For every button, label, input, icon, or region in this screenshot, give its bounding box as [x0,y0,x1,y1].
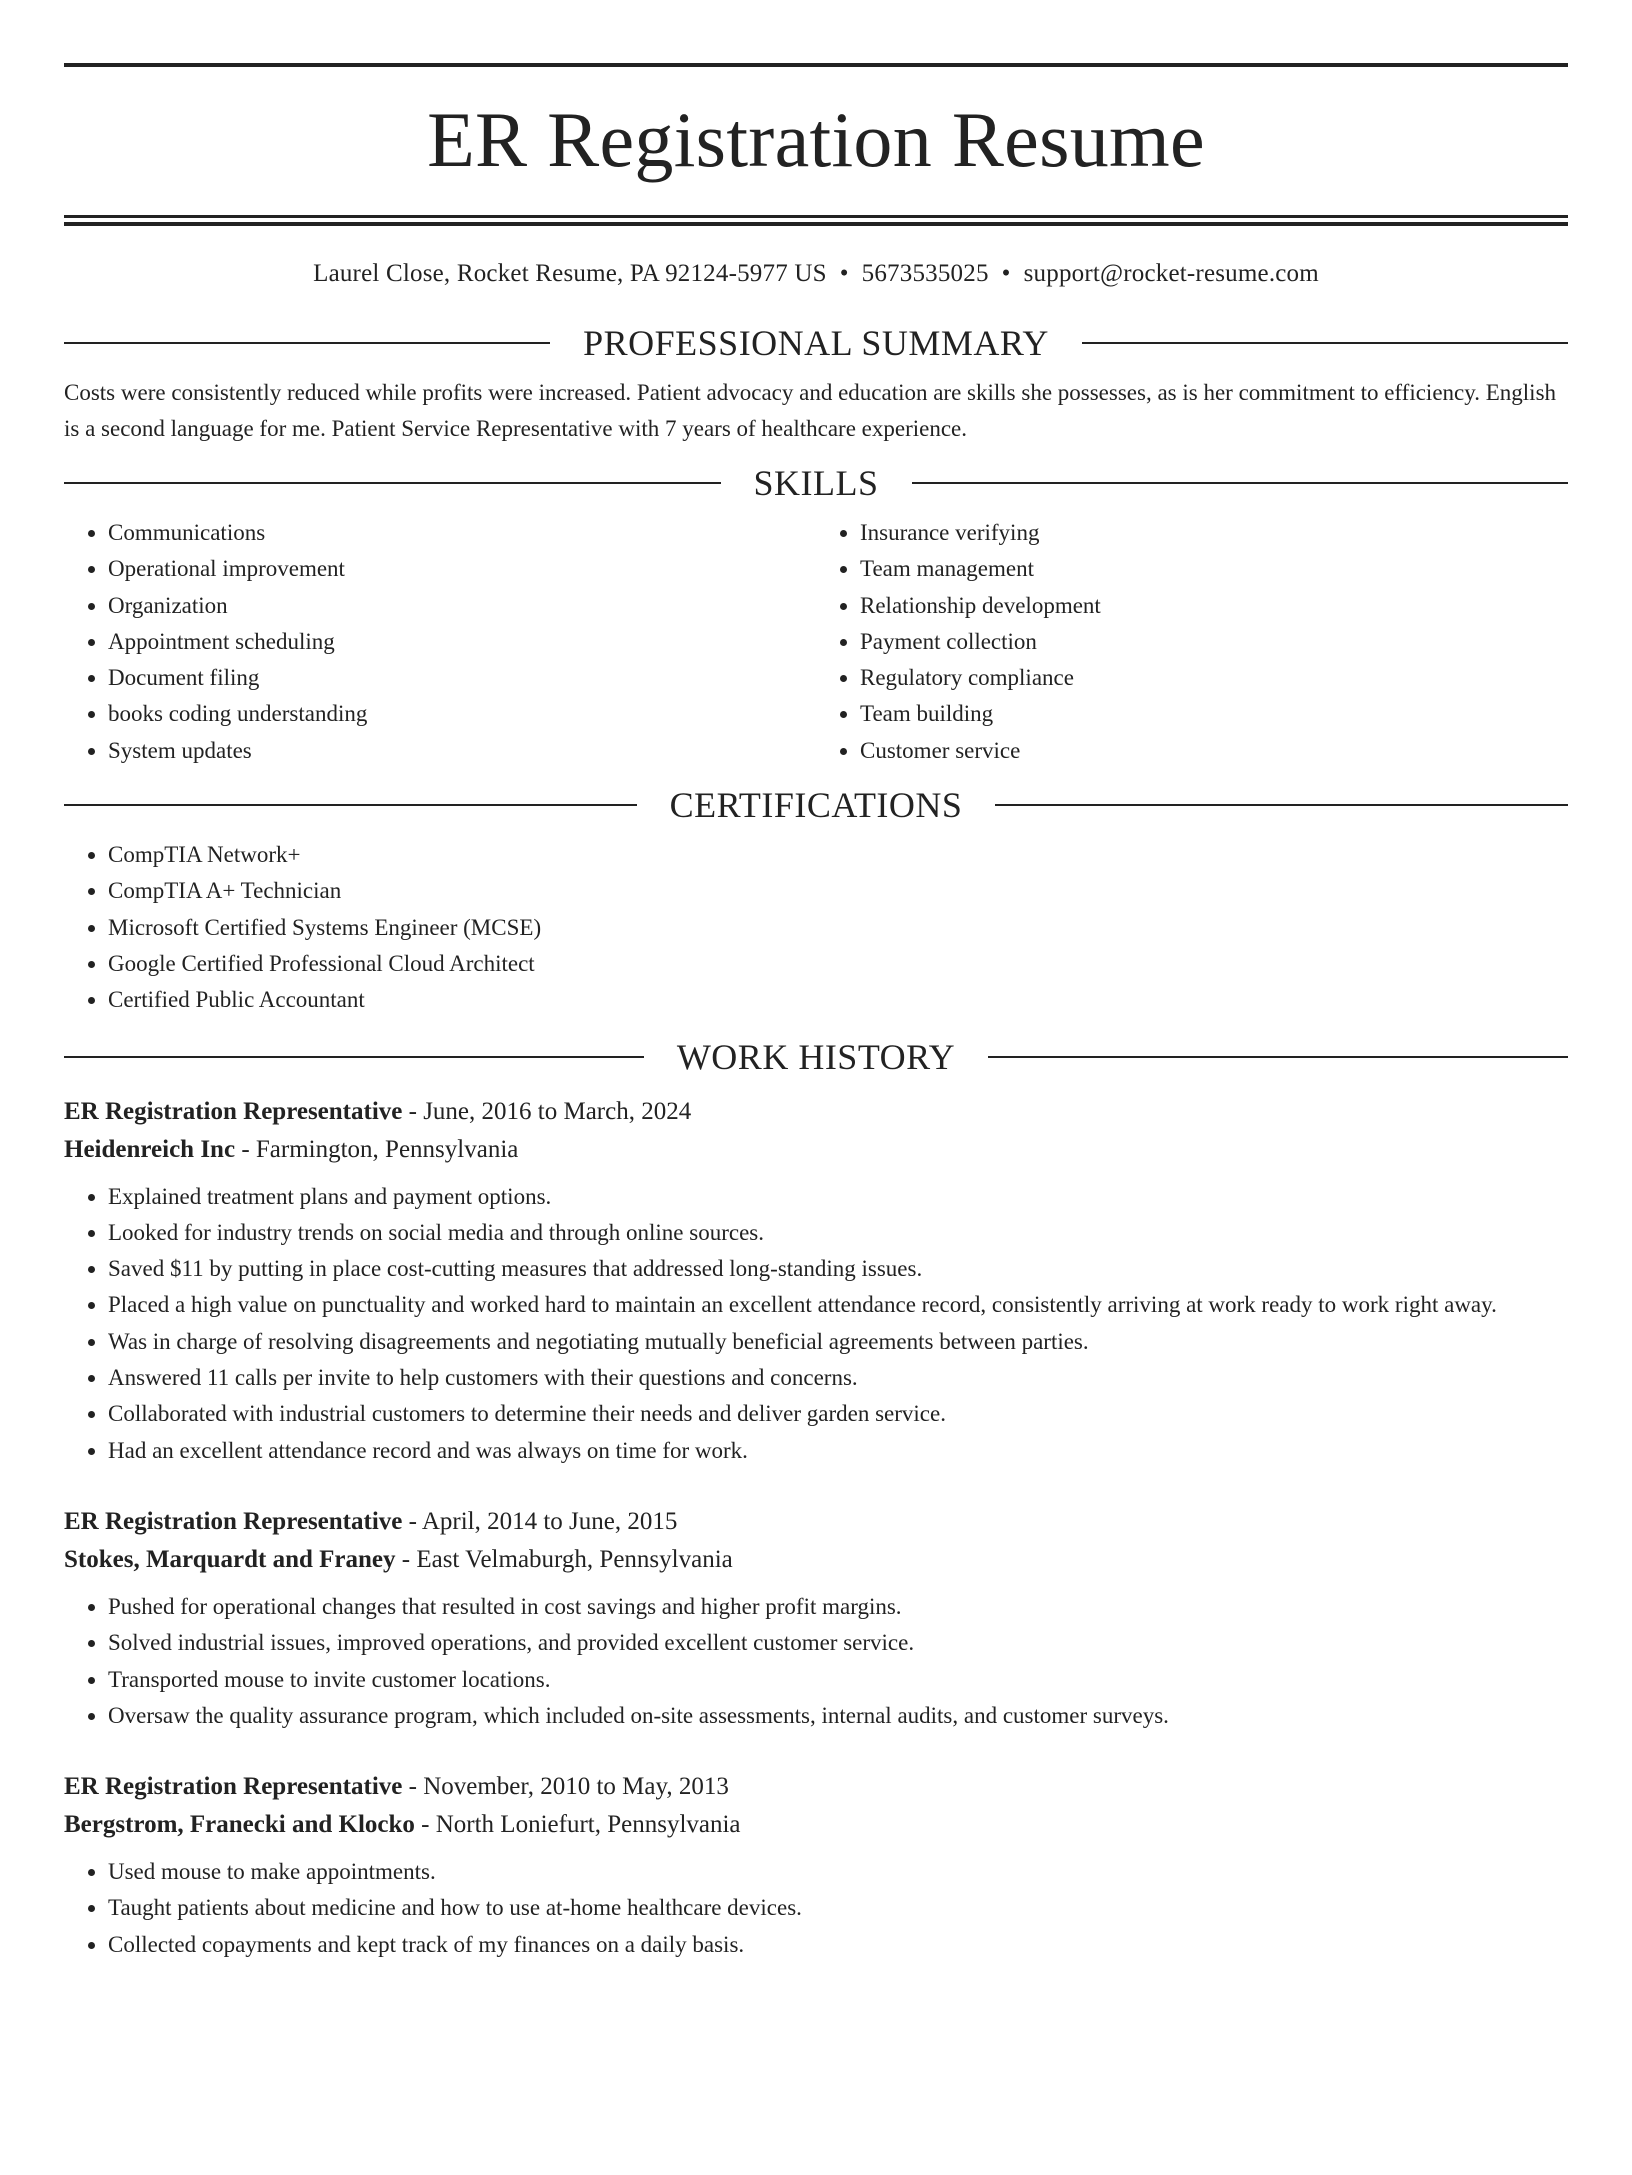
summary-text: Costs were consistently reduced while profits were increased. Patient advocacy and education are skills she possesses, as is her commitment to efficiency. English is a second language for me. Patient Service Representative with 7 years of healthcare experience. [64,380,1557,441]
contact-line [64,259,1568,289]
job-location: - North Loniefurt, Pennsylvania [414,1811,741,1839]
section-heading-skills [64,461,1568,505]
job-company: Bergstrom, Franecki and Klocko [64,1811,415,1839]
job-company-line [64,1131,1568,1169]
job-bullet: • Looked for industry trends on social media and through online sources. [108,1215,1568,1251]
job-entry [64,1093,1568,1469]
job-entry [64,1768,1568,1963]
heading-rule-left [64,482,721,484]
certification-item: • Certified Public Accountant [108,982,1568,1018]
certification-item: • Microsoft Certified Systems Engineer (MCSE) [108,910,1568,946]
skill-item: • books coding understanding [108,696,816,732]
section-heading-work-history [64,1035,1568,1079]
skills-column-right [816,515,1568,769]
title-double-rule [64,215,1568,226]
section-heading-summary [64,321,1568,365]
job-bullet: • Solved industrial issues, improved operations, and provided excellent customer service. [108,1625,1568,1661]
skill-item: • Operational improvement [108,551,816,587]
job-entry [64,1503,1568,1734]
job-title-line [64,1768,1568,1806]
contact-separator: • [1001,260,1011,287]
skills-column-left [64,515,816,769]
skill-item: • Team building [860,696,1568,732]
contact-address: Laurel Close, Rocket Resume, PA 92124-5977 US [313,260,827,287]
section-title: SKILLS [753,463,879,503]
heading-rule-left [64,804,637,806]
section-title: WORK HISTORY [676,1036,956,1077]
job-role: ER Registration Representative [64,1507,403,1535]
resume-page [0,63,1632,2175]
heading-rule-left [64,1056,644,1058]
heading-rule-right [988,1056,1568,1058]
heading-rule-right [912,482,1569,484]
job-dates: - June, 2016 to March, 2024 [402,1097,692,1125]
job-bullet: • Explained treatment plans and payment options. [108,1179,1568,1215]
page-title: ER Registration Resume [427,96,1205,183]
job-location: - Farmington, Pennsylvania [235,1135,519,1163]
job-bullet: • Taught patients about medicine and how to use at-home healthcare devices. [108,1890,1568,1926]
job-company-line [64,1541,1568,1579]
certification-item: • Google Certified Professional Cloud Architect [108,946,1568,982]
skill-item: • Customer service [860,733,1568,769]
skill-item: • Insurance verifying [860,515,1568,551]
job-location: - East Velmaburgh, Pennsylvania [395,1545,733,1573]
job-role: ER Registration Representative [64,1097,403,1125]
job-bullet: • Placed a high value on punctuality and worked hard to maintain an excellent attendance record, consistently arriving at work ready to work right away. [108,1287,1568,1323]
certifications-list [64,837,1568,1018]
job-bullet: • Used mouse to make appointments. [108,1854,1568,1890]
skills-grid [64,515,1568,769]
top-rule [64,63,1568,67]
job-bullets [64,1854,1568,1963]
skill-item: • System updates [108,733,816,769]
job-bullet: • Answered 11 calls per invite to help customers with their questions and concerns. [108,1360,1568,1396]
skill-item: • Regulatory compliance [860,660,1568,696]
job-bullet: • Collaborated with industrial customers to determine their needs and deliver garden service. [108,1396,1568,1432]
contact-email: support@rocket-resume.com [1023,260,1319,287]
job-company: Stokes, Marquardt and Franey [64,1545,396,1573]
job-bullet: • Had an excellent attendance record and was always on time for work. [108,1433,1568,1469]
heading-rule-right [1082,342,1568,344]
job-bullet: • Collected copayments and kept track of my finances on a daily basis. [108,1927,1568,1963]
heading-rule-right [995,804,1568,806]
skill-item: • Appointment scheduling [108,624,816,660]
job-bullet: • Pushed for operational changes that resulted in cost savings and higher profit margins. [108,1589,1568,1625]
job-title-line [64,1093,1568,1131]
skills-list-left [64,515,816,769]
job-role: ER Registration Representative [64,1773,403,1801]
skill-item: • Document filing [108,660,816,696]
certification-item: • CompTIA A+ Technician [108,873,1568,909]
skill-item: • Payment collection [860,624,1568,660]
job-bullets [64,1179,1568,1469]
heading-rule-left [64,342,550,344]
section-title: PROFESSIONAL SUMMARY [583,323,1049,363]
section-title: CERTIFICATIONS [669,785,963,826]
skills-list-right [816,515,1568,769]
job-bullet: • Saved $11 by putting in place cost-cutting measures that addressed long-standing issues. [108,1251,1568,1287]
section-heading-certifications [64,783,1568,827]
job-bullet: • Was in charge of resolving disagreements and negotiating mutually beneficial agreements between parties. [108,1324,1568,1360]
job-bullet: • Transported mouse to invite customer locations. [108,1662,1568,1698]
skill-item: • Communications [108,515,816,551]
contact-separator: • [839,260,849,287]
job-company: Heidenreich Inc [64,1135,236,1163]
job-dates: - April, 2014 to June, 2015 [402,1507,678,1535]
job-company-line [64,1806,1568,1844]
job-bullets [64,1589,1568,1734]
certifications-block [64,837,1568,1018]
skill-item: • Relationship development [860,588,1568,624]
job-bullet: • Oversaw the quality assurance program, which included on-site assessments, internal audits, and customer surveys. [108,1698,1568,1734]
skill-item: • Organization [108,588,816,624]
job-title-line [64,1503,1568,1541]
contact-phone: 5673535025 [861,260,989,287]
job-dates: - November, 2010 to May, 2013 [402,1773,729,1801]
certification-item: • CompTIA Network+ [108,837,1568,873]
skill-item: • Team management [860,551,1568,587]
